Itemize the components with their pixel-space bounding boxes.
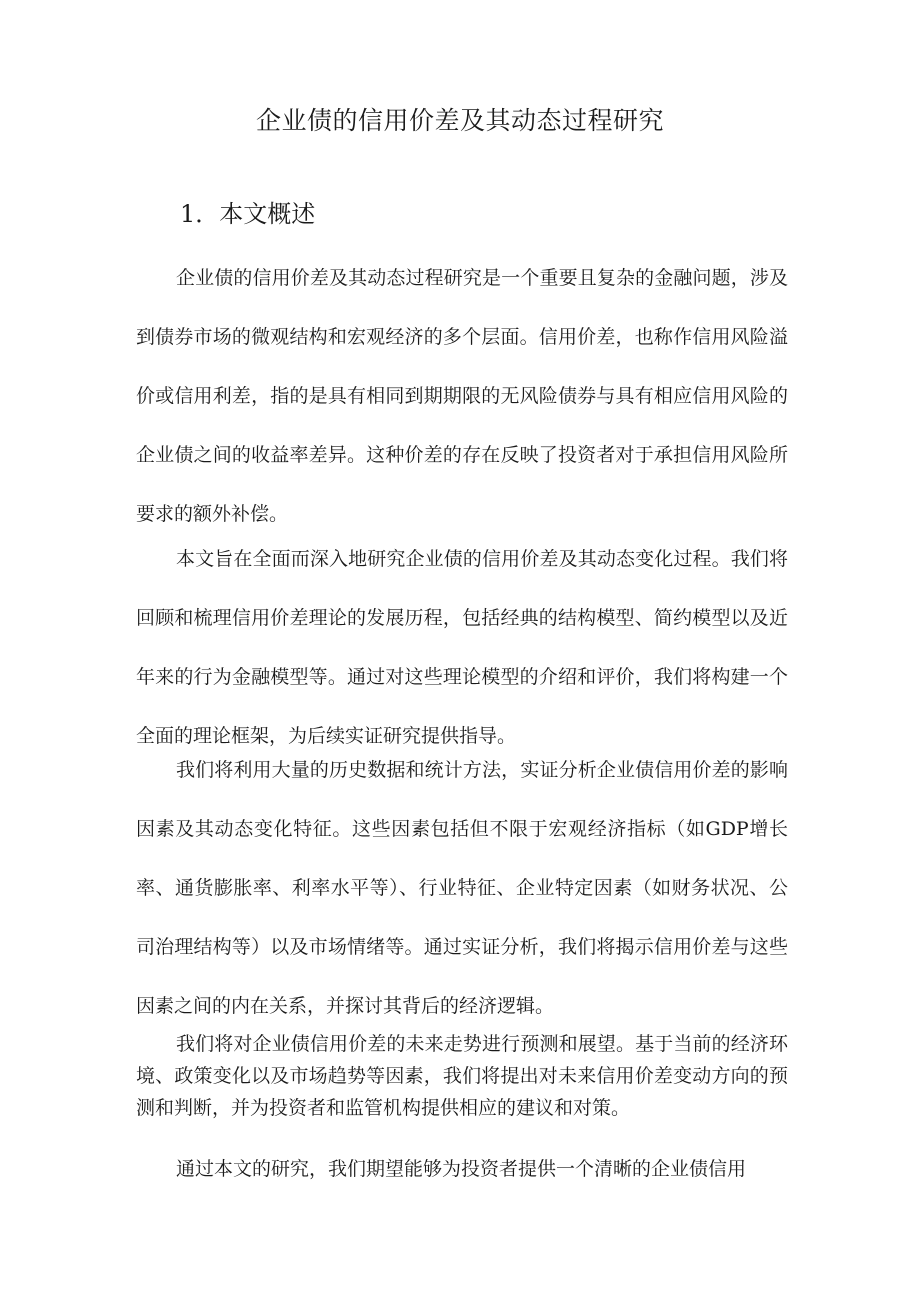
paragraph-overview: 企业债的信用价差及其动态过程研究是一个重要且复杂的金融问题，涉及到债券市场的微观结构和宏观经济的多个层面。信用价差，也称作信用风险溢价或信用利差，指的是具有相同到期期限的无风险债券与具有相应信用风险的企业债之间的收益率差异。这种价差的存在反映了投资者对于承担信用风险所要求的额外补偿。 xyxy=(136,267,788,525)
paragraph-purpose: 本文旨在全面而深入地研究企业债的信用价差及其动态变化过程。我们将回顾和梳理信用价差理论的发展历程，包括经典的结构模型、简约模型以及近年来的行为金融模型等。通过对这些理论模型的介绍和评价，我们将构建一个全面的理论框架，为后续实证研究提供指导。 xyxy=(136,548,788,747)
paragraph-forecast: 我们将对企业债信用价差的未来走势进行预测和展望。基于当前的经济环境、政策变化以及市场趋势等因素，我们将提出对未来信用价差变动方向的预测和判断，并为投资者和监管机构提供相应的建议和对策。 xyxy=(136,1033,788,1119)
document-title: 企业债的信用价差及其动态过程研究 xyxy=(255,106,664,135)
paragraph-empirical: 我们将利用大量的历史数据和统计方法，实证分析企业债信用价差的影响因素及其动态变化特征。这些因素包括但不限于宏观经济指标（如GDP增长率、通货膨胀率、利率水平等）、行业特征、企业特定因素（如财务状况、公司治理结构等）以及市场情绪等。通过实证分析，我们将揭示信用价差与这些因素之间的内在关系，并探讨其背后的经济逻辑。 xyxy=(136,759,788,1017)
paragraph-conclusion: 通过本文的研究，我们期望能够为投资者提供一个清晰的企业债信用 xyxy=(176,1158,747,1180)
section-heading: 1．本文概述 xyxy=(180,200,316,228)
